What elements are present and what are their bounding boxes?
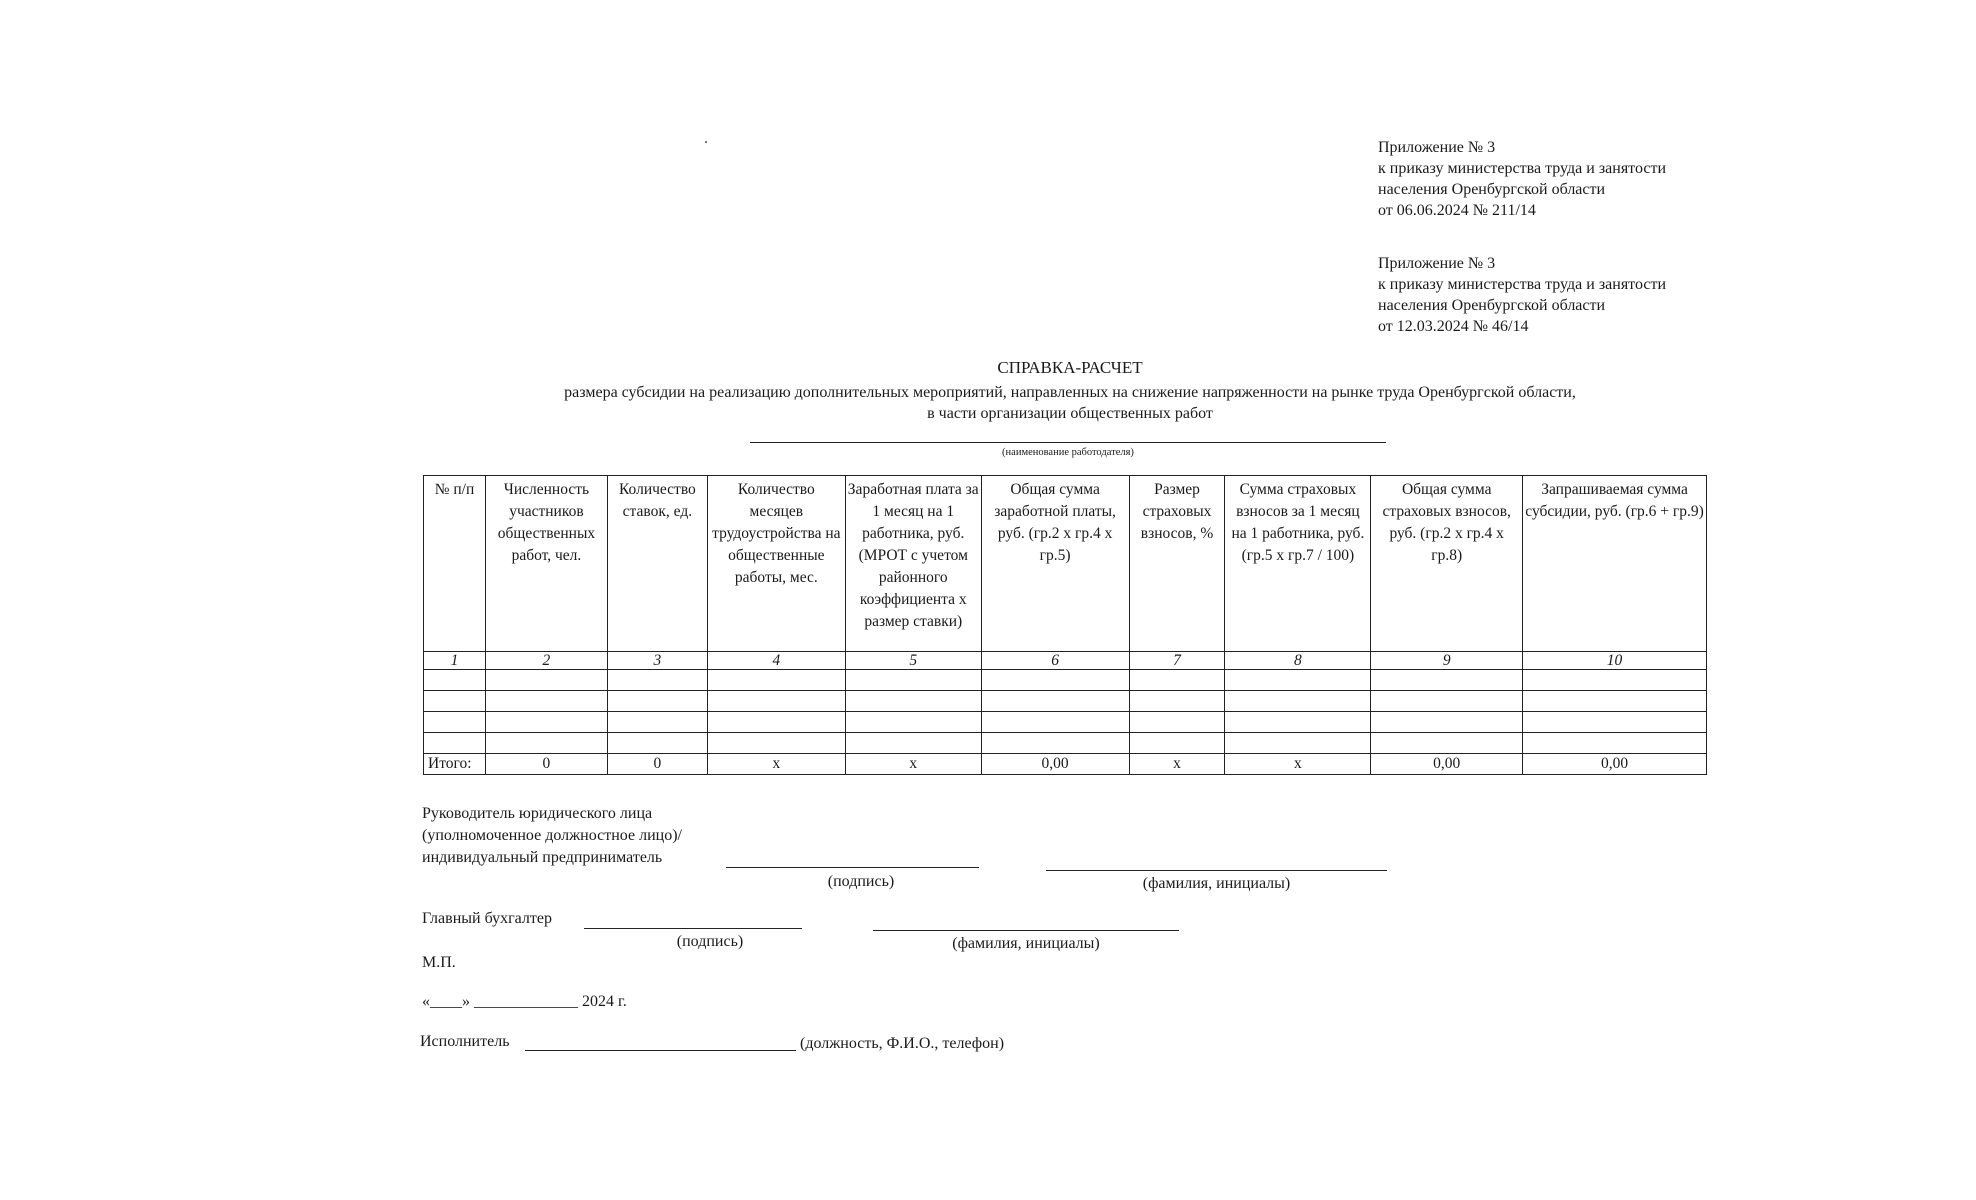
appendix-original-line: от 12.03.2024 № 46/14 <box>1378 318 1529 335</box>
table-cell <box>845 733 981 754</box>
head-label-line: индивидуальный предприниматель <box>422 849 663 866</box>
table-cell <box>707 712 845 733</box>
total-cell: х <box>707 754 845 775</box>
stamp-label: М.П. <box>422 954 456 971</box>
table-cell <box>485 712 607 733</box>
header-cell: Общая сумма страховых взносов, руб. (гр.2 х гр.4 х гр.8) <box>1371 476 1523 652</box>
table-cell <box>845 712 981 733</box>
table-row <box>424 670 1707 691</box>
header-cell: Размер страховых взносов, % <box>1129 476 1225 652</box>
table-cell <box>1523 733 1707 754</box>
scan-dot <box>705 141 707 143</box>
table-cell <box>607 670 707 691</box>
table-row <box>424 733 1707 754</box>
accountant-name-caption: (фамилия, инициалы) <box>952 935 1100 952</box>
header-cell: Количество месяцев трудоустройства на общественные работы, мес. <box>707 476 845 652</box>
calculation-table <box>423 475 1707 775</box>
total-cell: х <box>845 754 981 775</box>
document-title: СПРАВКА-РАСЧЕТ <box>997 358 1143 377</box>
subtitle-line-1: размера субсидии на реализацию дополнительных мероприятий, направленных на снижение напряженности на рынке труда Оренбургской области, <box>564 384 1576 401</box>
appendix-current-line: к приказу министерства труда и занятости <box>1378 160 1667 177</box>
table-cell <box>981 733 1129 754</box>
date-line: «____» _____________ 2024 г. <box>422 993 627 1010</box>
total-row <box>424 754 1707 775</box>
column-number: 6 <box>981 652 1129 670</box>
table-cell <box>1371 712 1523 733</box>
table-cell <box>607 733 707 754</box>
head-name-caption: (фамилия, инициалы) <box>1142 875 1291 892</box>
column-number: 7 <box>1129 652 1225 670</box>
total-cell: 0,00 <box>1523 754 1707 775</box>
table-cell <box>1129 733 1225 754</box>
table-cell <box>1225 670 1371 691</box>
table-cell <box>424 691 486 712</box>
table-cell <box>1371 691 1523 712</box>
table-cell <box>1371 670 1523 691</box>
total-cell: 0,00 <box>1371 754 1523 775</box>
table-cell <box>981 712 1129 733</box>
document-subtitle <box>0 382 1976 424</box>
column-number-row <box>424 652 1707 670</box>
appendix-original <box>1378 253 1666 337</box>
table-row <box>424 691 1707 712</box>
table-cell <box>424 712 486 733</box>
head-name-line <box>1046 870 1387 871</box>
header-cell: Численность участников общественных работ, чел. <box>485 476 607 652</box>
head-label-line: Руководитель юридического лица <box>422 805 653 822</box>
appendix-original-line: Приложение № 3 <box>1378 255 1496 272</box>
table-cell <box>485 670 607 691</box>
table-cell <box>485 733 607 754</box>
total-cell: х <box>1129 754 1225 775</box>
appendix-current-line: Приложение № 3 <box>1378 139 1496 156</box>
accountant-signature-caption: (подпись) <box>676 933 744 950</box>
table-cell <box>424 733 486 754</box>
column-number: 3 <box>607 652 707 670</box>
subtitle-line-2: в части организации общественных работ <box>927 405 1213 422</box>
appendix-original-line: населения Оренбургской области <box>1378 297 1606 314</box>
table-cell <box>1523 670 1707 691</box>
table-cell <box>485 691 607 712</box>
table-cell <box>845 670 981 691</box>
table-cell <box>424 670 486 691</box>
head-signature-caption: (подпись) <box>827 873 895 890</box>
table-cell <box>981 670 1129 691</box>
column-number: 8 <box>1225 652 1371 670</box>
table-row <box>424 712 1707 733</box>
header-cell: № п/п <box>424 476 486 652</box>
total-cell: 0 <box>607 754 707 775</box>
total-label: Итого: <box>424 754 486 775</box>
table-cell <box>707 670 845 691</box>
table-cell <box>1371 733 1523 754</box>
appendix-original-line: к приказу министерства труда и занятости <box>1378 276 1667 293</box>
head-label-line: (уполномоченное должностное лицо)/ <box>422 827 682 844</box>
employer-name-line <box>750 442 1386 443</box>
executor-caption: (должность, Ф.И.О., телефон) <box>800 1035 1005 1052</box>
accountant-name-line <box>873 930 1179 931</box>
head-label <box>422 803 682 869</box>
appendix-current-line: от 06.06.2024 № 211/14 <box>1378 202 1536 219</box>
table-cell <box>1523 691 1707 712</box>
table-cell <box>707 733 845 754</box>
table-cell <box>607 712 707 733</box>
table-cell <box>607 691 707 712</box>
table-cell <box>1225 712 1371 733</box>
column-number: 9 <box>1371 652 1523 670</box>
column-number: 1 <box>424 652 486 670</box>
total-cell: х <box>1225 754 1371 775</box>
header-cell: Сумма страховых взносов за 1 месяц на 1 работника, руб. (гр.5 х гр.7 / 100) <box>1225 476 1371 652</box>
table-cell <box>1129 691 1225 712</box>
table-cell <box>981 691 1129 712</box>
executor-line <box>525 1050 796 1051</box>
column-number: 4 <box>707 652 845 670</box>
employer-caption: (наименование работодателя) <box>1002 447 1134 458</box>
table-cell <box>845 691 981 712</box>
table-cell <box>1129 712 1225 733</box>
head-signature-line <box>726 867 979 868</box>
column-number: 2 <box>485 652 607 670</box>
column-number: 5 <box>845 652 981 670</box>
accountant-signature-line <box>584 928 802 929</box>
table-cell <box>707 691 845 712</box>
header-cell: Запрашиваемая сумма субсидии, руб. (гр.6 + гр.9) <box>1523 476 1707 652</box>
header-cell: Количество ставок, ед. <box>607 476 707 652</box>
executor-label: Исполнитель <box>420 1033 510 1050</box>
column-number: 10 <box>1523 652 1707 670</box>
header-cell: Заработная плата за 1 месяц на 1 работника, руб. (МРОТ с учетом районного коэффициента х размер ставки) <box>845 476 981 652</box>
header-cell: Общая сумма заработной платы, руб. (гр.2 х гр.4 х гр.5) <box>981 476 1129 652</box>
table-cell <box>1523 712 1707 733</box>
total-cell: 0 <box>485 754 607 775</box>
table-cell <box>1129 670 1225 691</box>
appendix-current-line: населения Оренбургской области <box>1378 181 1606 198</box>
table-cell <box>1225 691 1371 712</box>
table-header-row <box>424 476 1707 652</box>
table-cell <box>1225 733 1371 754</box>
total-cell: 0,00 <box>981 754 1129 775</box>
accountant-label: Главный бухгалтер <box>422 910 552 927</box>
appendix-current <box>1378 137 1666 221</box>
